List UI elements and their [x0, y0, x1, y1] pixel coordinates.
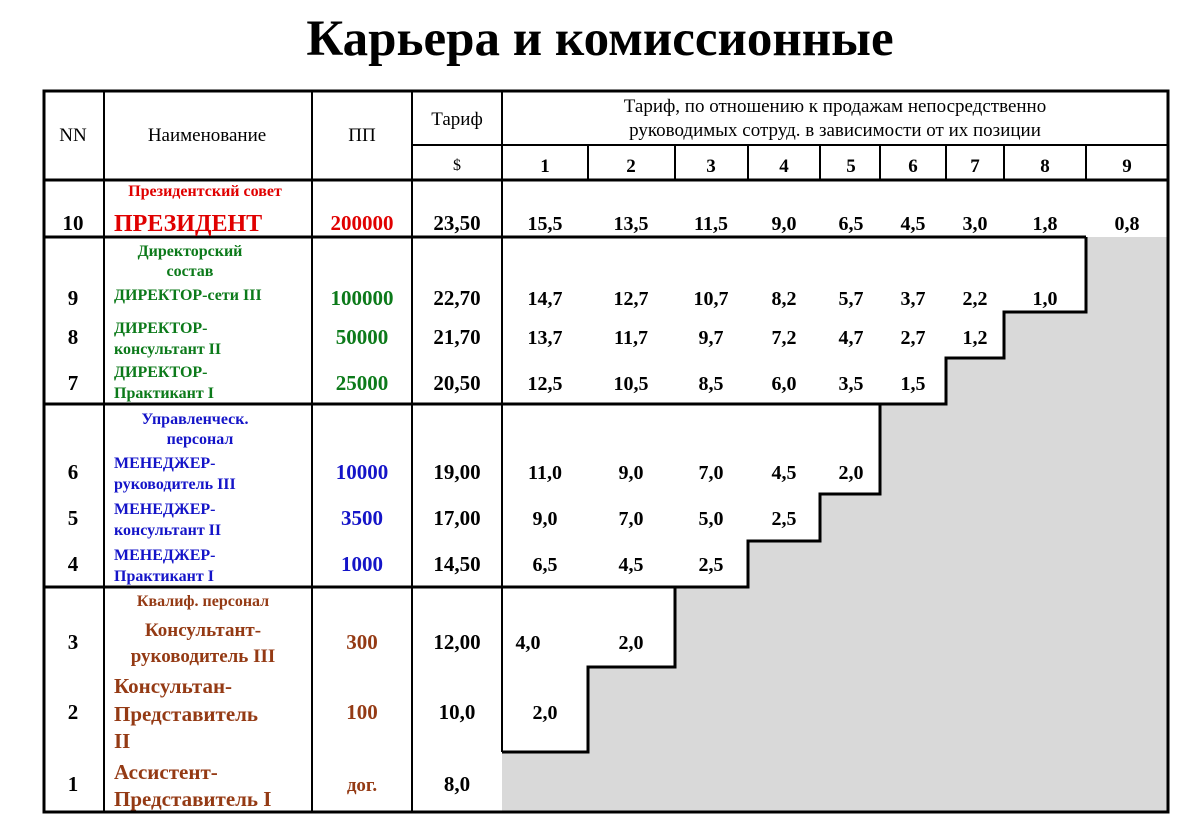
header-pp: ПП: [348, 125, 376, 146]
group-qualified: Квалиф. персонал: [136, 593, 270, 610]
row-value-pos-4: 9,0: [771, 213, 797, 235]
row-value-pos-2: 2,0: [618, 632, 644, 654]
row-value-pos-7: 3,0: [962, 213, 988, 235]
row-tariff: 20,50: [433, 371, 481, 395]
row-name: Практикант I: [114, 385, 214, 402]
row-name: ПРЕЗИДЕНТ: [114, 211, 263, 237]
row-name: МЕНЕДЖЕР-: [114, 501, 216, 518]
row-tariff: 12,00: [433, 630, 481, 654]
row-nn: 6: [67, 460, 79, 484]
row-value-pos-5: 5,7: [838, 288, 864, 310]
row-name: ДИРЕКТОР-сети III: [114, 287, 262, 304]
row-value-pos-1: 12,5: [527, 373, 563, 395]
group-manager-line2: персонал: [166, 431, 234, 448]
row-value-pos-7: 1,2: [962, 327, 988, 349]
row-name: Консультант-: [144, 620, 262, 641]
row-value-pos-1: 11,0: [528, 462, 562, 484]
row-value-pos-6: 2,7: [900, 327, 926, 349]
header-position-1: 1: [540, 156, 550, 177]
header-position-4: 4: [779, 156, 789, 177]
row-pp: дог.: [346, 775, 378, 796]
row-pp: 100: [346, 700, 378, 724]
row-value-pos-4: 2,5: [771, 508, 797, 530]
row-value-pos-1: 13,7: [527, 327, 563, 349]
row-value-pos-1: 2,0: [532, 702, 558, 724]
table-row: [68, 455, 864, 493]
row-name: Представитель: [114, 702, 259, 726]
page-title: Карьера и комиссионные: [306, 11, 894, 67]
row-nn: 7: [67, 371, 79, 395]
row-tariff: 19,00: [433, 460, 481, 484]
header-position-6: 6: [908, 156, 918, 177]
row-value-pos-1: 14,7: [527, 288, 563, 310]
row-value-pos-4: 8,2: [771, 288, 797, 310]
header-nn: NN: [59, 125, 87, 146]
row-name: ДИРЕКТОР-: [114, 364, 208, 381]
row-pp: 50000: [335, 325, 389, 349]
row-tariff: 14,50: [433, 552, 481, 576]
row-value-pos-4: 6,0: [771, 373, 797, 395]
row-tariff: 17,00: [433, 506, 481, 530]
table-row: [68, 547, 724, 585]
row-name: ДИРЕКТОР-: [114, 320, 208, 337]
row-value-pos-2: 13,5: [613, 213, 649, 235]
row-pp: 1000: [341, 552, 383, 576]
row-nn: 1: [67, 772, 79, 796]
row-pp: 10000: [335, 460, 389, 484]
row-value-pos-3: 7,0: [698, 462, 724, 484]
row-pp: 300: [346, 630, 378, 654]
group-manager-line1: Управленческ.: [141, 411, 249, 428]
table-row: [68, 760, 470, 811]
header-position-5: 5: [846, 156, 856, 177]
row-value-pos-2: 10,5: [613, 373, 649, 395]
row-tariff: 23,50: [433, 211, 481, 235]
row-value-pos-1: 9,0: [532, 508, 558, 530]
row-value-pos-7: 2,2: [962, 288, 988, 310]
row-value-pos-9: 0,8: [1114, 213, 1140, 235]
header-relative-line1: Тариф, по отношению к продажам непосредственно: [623, 96, 1047, 117]
row-value-pos-5: 2,0: [838, 462, 864, 484]
row-value-pos-8: 1,8: [1032, 213, 1058, 235]
row-value-pos-1: 6,5: [532, 554, 558, 576]
row-nn: 2: [67, 700, 79, 724]
table-row: [68, 364, 926, 402]
row-value-pos-6: 4,5: [900, 213, 926, 235]
row-nn: 8: [67, 325, 79, 349]
row-name: консультант II: [114, 341, 222, 358]
row-nn: 3: [67, 630, 79, 654]
row-value-pos-3: 10,7: [693, 288, 729, 310]
row-pp: 100000: [330, 286, 394, 310]
row-name: Ассистент-: [114, 760, 218, 784]
row-tariff: 21,70: [433, 325, 481, 349]
row-value-pos-2: 9,0: [618, 462, 644, 484]
header-position-3: 3: [706, 156, 716, 177]
row-value-pos-3: 11,5: [694, 213, 728, 235]
row-name: II: [114, 729, 131, 753]
row-name: Консультан-: [114, 674, 233, 698]
row-name: Практикант I: [114, 568, 214, 585]
row-name: руководитель III: [114, 476, 236, 493]
header-relative-line2: руководимых сотруд. в зависимости от их позиции: [629, 120, 1041, 141]
row-value-pos-6: 3,7: [900, 288, 926, 310]
row-value-pos-8: 1,0: [1032, 288, 1058, 310]
row-name: руководитель III: [130, 646, 276, 667]
row-tariff: 10,0: [438, 700, 476, 724]
row-nn: 9: [67, 286, 79, 310]
table-row: [68, 286, 1058, 310]
header-position-7: 7: [970, 156, 980, 177]
table-row: [68, 501, 797, 539]
row-value-pos-4: 4,5: [771, 462, 797, 484]
table-row: [68, 320, 988, 358]
row-value-pos-1: 4,0: [515, 632, 541, 654]
row-nn: 5: [67, 506, 79, 530]
row-name: Представитель I: [114, 787, 272, 811]
row-tariff: 22,70: [433, 286, 481, 310]
row-value-pos-5: 4,7: [838, 327, 864, 349]
row-name: консультант II: [114, 522, 222, 539]
table-header: [59, 96, 1131, 177]
table-row: [63, 211, 1140, 237]
row-nn: 10: [62, 211, 84, 235]
header-position-8: 8: [1040, 156, 1050, 177]
row-pp: 200000: [330, 211, 394, 235]
row-tariff: 8,0: [443, 772, 471, 796]
header-position-2: 2: [626, 156, 636, 177]
empty-area-shading: [502, 237, 1168, 812]
row-value-pos-2: 4,5: [618, 554, 644, 576]
row-value-pos-2: 11,7: [614, 327, 648, 349]
row-value-pos-2: 12,7: [613, 288, 649, 310]
row-value-pos-2: 7,0: [618, 508, 644, 530]
row-value-pos-6: 1,5: [900, 373, 926, 395]
group-director-line2: состав: [166, 263, 214, 280]
row-value-pos-1: 15,5: [527, 213, 563, 235]
row-value-pos-5: 6,5: [838, 213, 864, 235]
row-value-pos-3: 9,7: [698, 327, 724, 349]
row-value-pos-3: 2,5: [698, 554, 724, 576]
header-tariff: Тариф: [431, 109, 483, 130]
header-currency: $: [453, 157, 461, 174]
group-director-line1: Директорский: [137, 243, 243, 260]
row-name: МЕНЕДЖЕР-: [114, 455, 216, 472]
group-president: Президентский совет: [128, 183, 282, 200]
header-position-9: 9: [1122, 156, 1132, 177]
row-value-pos-3: 8,5: [698, 373, 724, 395]
row-value-pos-3: 5,0: [698, 508, 724, 530]
row-pp: 25000: [335, 371, 389, 395]
row-pp: 3500: [341, 506, 383, 530]
row-value-pos-5: 3,5: [838, 373, 864, 395]
row-name: МЕНЕДЖЕР-: [114, 547, 216, 564]
table-row: [68, 620, 644, 667]
row-value-pos-4: 7,2: [771, 327, 797, 349]
header-name: Наименование: [147, 125, 267, 146]
row-nn: 4: [67, 552, 79, 576]
